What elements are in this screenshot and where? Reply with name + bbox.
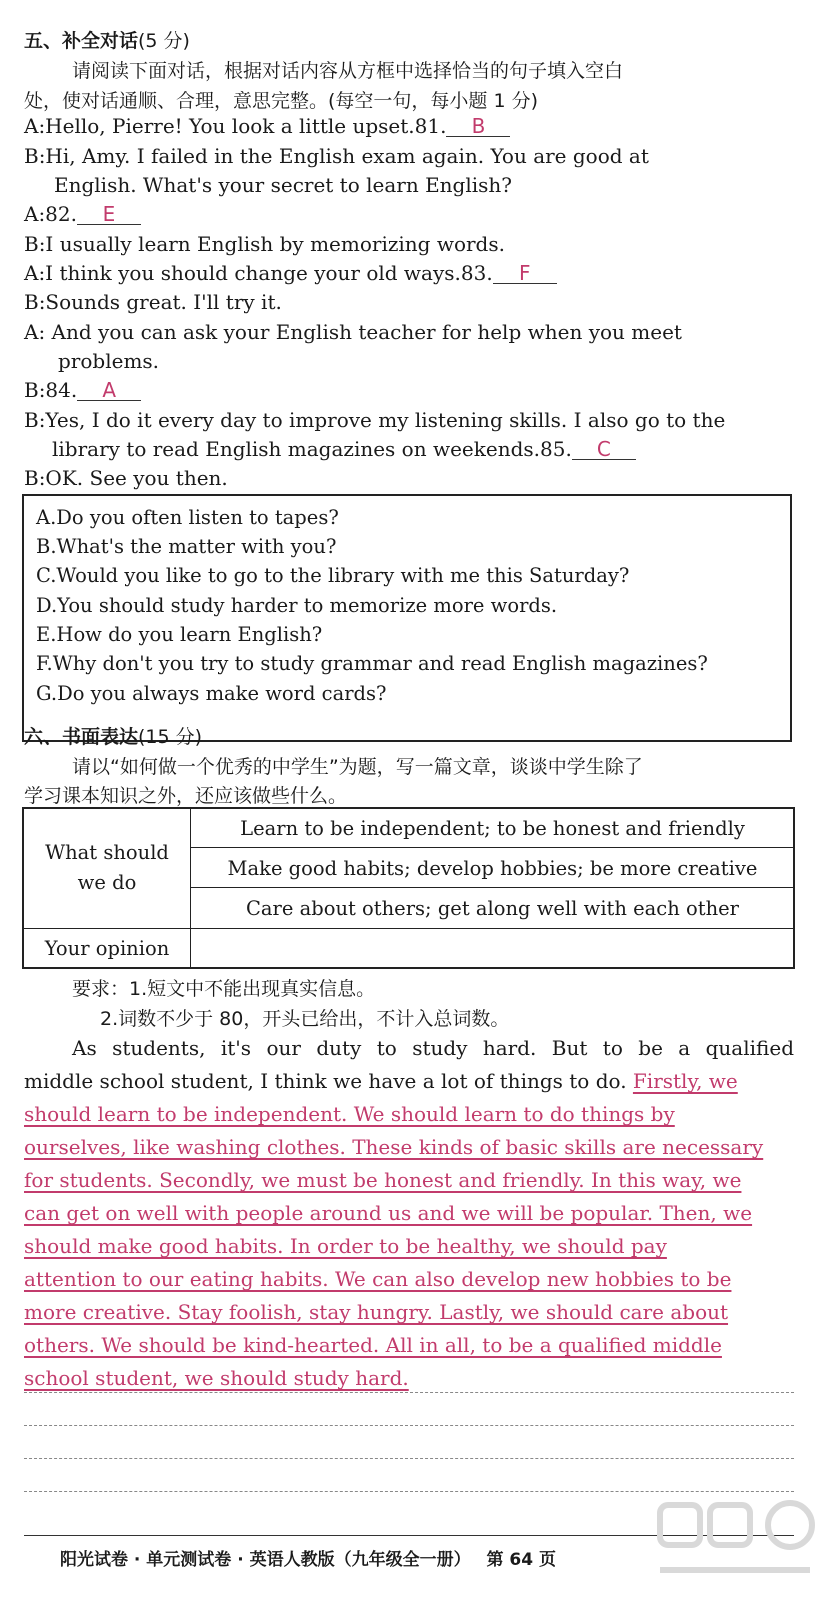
section5-title: 五、补全对话 <box>24 30 139 52</box>
section5-instruction-1: 请阅读下面对话，根据对话内容从方框中选择恰当的句子填入空白 <box>72 60 624 82</box>
essay-given-text: middle school student, I think we have a lot of things to do. <box>24 1069 627 1093</box>
section6-title: 六、书面表达 <box>24 726 139 748</box>
writing-line <box>24 1425 794 1426</box>
answer-blank-85: C <box>572 439 636 460</box>
table-rule <box>190 847 793 848</box>
answer-blank-84: A <box>77 380 141 401</box>
dialogue-line <box>24 202 141 226</box>
dialogue-text: A:I think you should change your old ways.83. <box>24 261 493 285</box>
table-row-1: Learn to be independent; to be honest and friendly <box>240 817 745 840</box>
answer-blank-81: B <box>446 116 510 137</box>
table-row-2: Make good habits; develop hobbies; be more creative <box>227 857 758 880</box>
essay-answer-line: should make good habits. In order to be healthy, we should pay <box>24 1234 667 1258</box>
essay-answer-line: ourselves, like washing clothes. These kinds of basic skills are necessary <box>24 1135 764 1159</box>
section5-points: (5 分) <box>138 30 190 52</box>
dialogue-line <box>24 378 141 402</box>
dialogue-line: B:Hi, Amy. I failed in the English exam again. You are good at <box>24 144 649 168</box>
answer-blank-82: E <box>77 204 141 225</box>
dialogue-line: B:I usually learn English by memorizing words. <box>24 232 505 256</box>
option-d: D.You should study harder to memorize more words. <box>36 594 558 617</box>
footer-title: 阳光试卷 · 单元测试卷 · 英语人教版（九年级全一册） <box>60 1550 471 1570</box>
option-g: G.Do you always make word cards? <box>36 682 387 705</box>
dialogue-text: B:84. <box>24 378 78 402</box>
option-a: A.Do you often listen to tapes? <box>36 506 339 529</box>
essay-answer-line: school student, we should study hard. <box>24 1366 409 1390</box>
page-number: 第 64 页 <box>486 1550 557 1570</box>
option-b: B.What's the matter with you? <box>36 535 337 558</box>
writing-line <box>24 1392 794 1393</box>
watermark-logo-icon <box>650 1490 820 1590</box>
option-e: E.How do you learn English? <box>36 623 323 646</box>
writing-line <box>24 1458 794 1459</box>
table-divider <box>190 809 191 967</box>
option-f: F.Why don't you try to study grammar and read English magazines? <box>36 652 708 675</box>
dialogue-line <box>52 437 636 461</box>
essay-answer-line: more creative. Stay foolish, stay hungry. Lastly, we should care about <box>24 1300 729 1324</box>
section6-points: (15 分) <box>138 726 203 748</box>
table-rule <box>24 928 793 929</box>
essay-answer-line: for students. Secondly, we must be honest and friendly. In this way, we <box>24 1168 742 1192</box>
requirement-2: 2.词数不少于 80，开头已给出，不计入总词数。 <box>100 1008 510 1030</box>
essay-given-line-1: As students, it's our duty to study hard. But to be a qualified <box>72 1036 794 1060</box>
options-box <box>22 494 792 742</box>
footer <box>60 1545 556 1570</box>
essay-answer-start: Firstly, we <box>632 1069 738 1093</box>
essay-answer-line: attention to our eating habits. We can also develop new hobbies to be <box>24 1267 732 1291</box>
dialogue-line: B:Sounds great. I'll try it. <box>24 290 282 314</box>
table-label-line-2: we do <box>77 871 137 894</box>
dialogue-text: library to read English magazines on weekends.85. <box>52 437 572 461</box>
requirement-1: 要求：1.短文中不能出现真实信息。 <box>72 978 376 1000</box>
option-c: C.Would you like to go to the library with me this Saturday? <box>36 564 630 587</box>
section6-instruction-1: 请以“如何做一个优秀的中学生”为题，写一篇文章，谈谈中学生除了 <box>72 756 643 778</box>
table-opinion-label: Your opinion <box>44 937 170 960</box>
dialogue-line: problems. <box>58 349 160 373</box>
hints-table <box>22 807 795 969</box>
section6-instruction-2: 学习课本知识之外，还应该做些什么。 <box>24 785 348 807</box>
dialogue-text: A:82. <box>24 202 77 226</box>
table-row-3: Care about others; get along well with each other <box>246 897 739 920</box>
essay-given-line-2 <box>24 1069 794 1093</box>
essay-answer-line: can get on well with people around us and we will be popular. Then, we <box>24 1201 753 1225</box>
dialogue-line: B:Yes, I do it every day to improve my listening skills. I also go to the <box>24 408 726 432</box>
section5-heading <box>24 26 190 53</box>
table-label-line-1: What should <box>45 841 169 864</box>
dialogue-line <box>24 114 510 138</box>
dialogue-line: B:OK. See you then. <box>24 466 228 490</box>
answer-blank-83: F <box>493 263 557 284</box>
section6-heading <box>24 722 202 749</box>
dialogue-line: English. What's your secret to learn English? <box>54 173 513 197</box>
essay-answer-line: should learn to be independent. We should learn to do things by <box>24 1102 675 1126</box>
table-rule <box>190 887 793 888</box>
essay-answer-line: others. We should be kind-hearted. All in all, to be a qualified middle <box>24 1333 722 1357</box>
dialogue-text: A:Hello, Pierre! You look a little upset.81. <box>24 114 447 138</box>
dialogue-line: A: And you can ask your English teacher for help when you meet <box>24 320 682 344</box>
section5-instruction-2: 处，使对话通顺、合理，意思完整。(每空一句，每小题 1 分) <box>24 90 538 112</box>
dialogue-line <box>24 261 557 285</box>
